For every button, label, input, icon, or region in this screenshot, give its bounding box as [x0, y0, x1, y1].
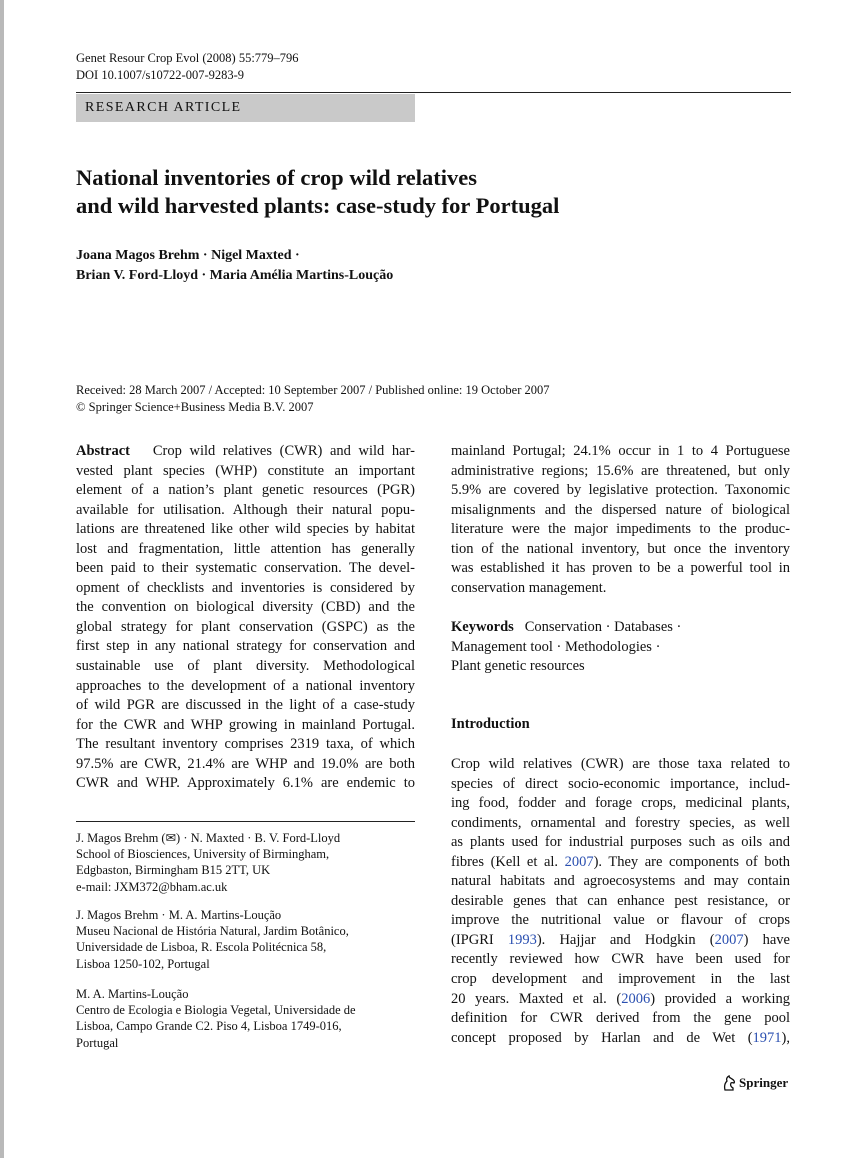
publisher-logo	[722, 1075, 788, 1091]
citation-link[interactable]: 1993	[507, 931, 537, 948]
abstract-line: 5.9% are covered by legislative protection. Taxonomic	[451, 482, 790, 499]
abstract-line: the convention on biological diversity (CBD) and the	[76, 599, 415, 616]
email-line[interactable]: e-mail: JXM372@bham.ac.uk	[76, 879, 228, 894]
copyright-line: © Springer Science+Business Media B.V. 2007	[76, 400, 314, 414]
affiliation-line: Centro de Ecologia e Biologia Vegetal, Universidade de	[76, 1003, 356, 1018]
dates-line-1: Received: 28 March 2007 / Accepted: 10 September 2007 / Published online: 19 October 2007	[76, 383, 550, 397]
header-rule	[76, 92, 791, 93]
affiliation-line: Lisboa 1250-102, Portugal	[76, 956, 210, 971]
intro-line: fibres (Kell et al. 2007). They are components of both	[451, 853, 790, 870]
abstract-line: tion of the national inventory, but once the inventory	[451, 540, 790, 557]
abstract-line: element of a nation’s plant genetic resources (PGR)	[76, 482, 415, 499]
keywords-line-3: Plant genetic resources	[451, 658, 585, 675]
publication-dates	[76, 382, 550, 416]
page-edge	[0, 0, 4, 1158]
abstract-line: conservation management.	[451, 579, 607, 596]
abstract-line: was established it has proven to be a powerful tool in	[451, 560, 790, 577]
article-title	[76, 164, 776, 220]
affiliation-line: Edgbaston, Birmingham B15 2TT, UK	[76, 863, 271, 878]
abstract-line: The resultant inventory comprises 2319 taxa, of which	[76, 736, 415, 753]
abstract-line: lations are threatened like other wild species by habitat	[76, 521, 415, 538]
footnote-rule	[76, 821, 415, 822]
abstract-right-column	[451, 442, 790, 598]
citation-link[interactable]: 1971	[752, 1029, 782, 1046]
springer-horse-icon	[722, 1075, 736, 1091]
intro-line: crop development and improvement in the last	[451, 971, 790, 988]
abstract-line: administrative regions; 15.6% are threatened, but only	[451, 462, 790, 479]
citation-link[interactable]: 2007	[714, 931, 744, 948]
authors-line-2: Brian V. Ford-Lloyd · Maria Amélia Martins-Loução	[76, 268, 394, 283]
intro-line: recently reviewed how CWR have been used for	[451, 951, 790, 968]
keywords-line-2: Management tool · Methodologies ·	[451, 638, 661, 655]
introduction-text	[451, 755, 790, 1048]
affiliation-line: Lisboa, Campo Grande C2. Piso 4, Lisboa 1749-016,	[76, 1019, 342, 1034]
title-line-1: National inventories of crop wild relatives	[76, 165, 478, 190]
intro-line: species of direct socio-economic importance, includ-	[451, 775, 790, 792]
abstract-line: sustainable use of plant diversity. Methodological	[76, 658, 415, 675]
abstract-line: for the CWR and WHP growing in mainland Portugal.	[76, 716, 415, 733]
affiliation-line: Portugal	[76, 1035, 119, 1050]
intro-line: definition for CWR derived from the gene pool	[451, 1010, 790, 1027]
publisher-name: Springer	[739, 1075, 789, 1090]
introduction-heading: Introduction	[451, 716, 530, 732]
journal-citation: Genet Resour Crop Evol (2008) 55:779–796	[76, 51, 299, 65]
abstract-line: misalignments and the dispersed nature of biological	[451, 501, 790, 518]
journal-header	[76, 50, 299, 84]
journal-doi: DOI 10.1007/s10722-007-9283-9	[76, 68, 245, 82]
abstract-line: 97.5% are CWR, 21.4% are WHP and 19.0% are both	[76, 755, 415, 772]
affiliation-line: M. A. Martins-Loução	[76, 987, 189, 1001]
abstract-line: approaches to the development of a national inventory	[76, 677, 415, 694]
affiliation-line: Universidade de Lisboa, R. Escola Politécnica 58,	[76, 940, 327, 955]
affiliation-line: J. Magos Brehm (✉) · N. Maxted · B. V. Ford-Lloyd	[76, 831, 341, 845]
intro-line: improve the nutritional value or flavour of crops	[451, 912, 790, 929]
abstract-line: available for utilisation. Although their natural popu-	[76, 501, 415, 518]
abstract-line: literature were the major impediments to the produc-	[451, 521, 790, 538]
affiliation-block-3	[76, 986, 356, 1051]
keywords-block	[451, 618, 681, 677]
abstract-line: global strategy for plant conservation (GSPC) as the	[76, 618, 415, 635]
title-line-2: and wild harvested plants: case-study for Portugal	[76, 193, 560, 218]
abstract-heading: Abstract	[76, 443, 130, 459]
intro-line: condiments, ornamental and forestry species, as well	[451, 814, 790, 831]
intro-line: as plants used for industrial purposes such as oils and	[451, 834, 790, 851]
author-list	[76, 246, 393, 286]
intro-line: ing food, fodder and forage crops, medicinal plants,	[451, 795, 790, 812]
affiliation-line: J. Magos Brehm · M. A. Martins-Loução	[76, 908, 282, 922]
citation-link[interactable]: 2006	[621, 990, 651, 1007]
affiliation-block-2	[76, 907, 349, 972]
intro-line: Crop wild relatives (CWR) are those taxa related to	[451, 756, 790, 772]
abstract-line: been paid to their systematic conservation. The devel-	[76, 560, 415, 577]
intro-line: natural habitats and agroecosystems and may contain	[451, 873, 790, 890]
affiliation-line: Museu Nacional de História Natural, Jardim Botânico,	[76, 924, 349, 939]
keywords-line-1: Keywords Conservation · Databases ·	[451, 619, 682, 635]
citation-link[interactable]: 2007	[564, 853, 594, 870]
abstract-line: first step in any national strategy for conservation and	[76, 638, 415, 655]
abstract-line: lost and fragmentation, little attention has generally	[76, 540, 415, 557]
intro-line: (IPGRI 1993). Hajjar and Hodgkin (2007) have	[451, 931, 790, 948]
affiliation-line: School of Biosciences, University of Birmingham,	[76, 847, 330, 862]
intro-line: 20 years. Maxted et al. (2006) provided a working	[451, 990, 790, 1007]
authors-line-1: Joana Magos Brehm · Nigel Maxted ·	[76, 248, 300, 263]
intro-line: concept proposed by Harlan and de Wet (1971),	[451, 1029, 790, 1046]
article-type-banner: RESEARCH ARTICLE	[76, 94, 415, 122]
abstract-line: vested plant species (WHP) constitute an important	[76, 462, 415, 479]
abstract-line: of wild PGR are discussed in the light of a case-study	[76, 697, 415, 714]
abstract-line: CWR and WHP. Approximately 6.1% are endemic to	[76, 775, 415, 792]
intro-line: desirable genes that can enhance pest resistance, or	[451, 892, 790, 909]
abstract-line: mainland Portugal; 24.1% occur in 1 to 4 Portuguese	[451, 443, 790, 459]
abstract-left-column	[76, 442, 415, 794]
abstract-line: Abstract Crop wild relatives (CWR) and wild har-	[76, 443, 415, 459]
abstract-line: opment of checklists and inventories is considered by	[76, 579, 415, 596]
affiliation-block-1	[76, 830, 340, 895]
keywords-heading: Keywords	[451, 619, 514, 635]
